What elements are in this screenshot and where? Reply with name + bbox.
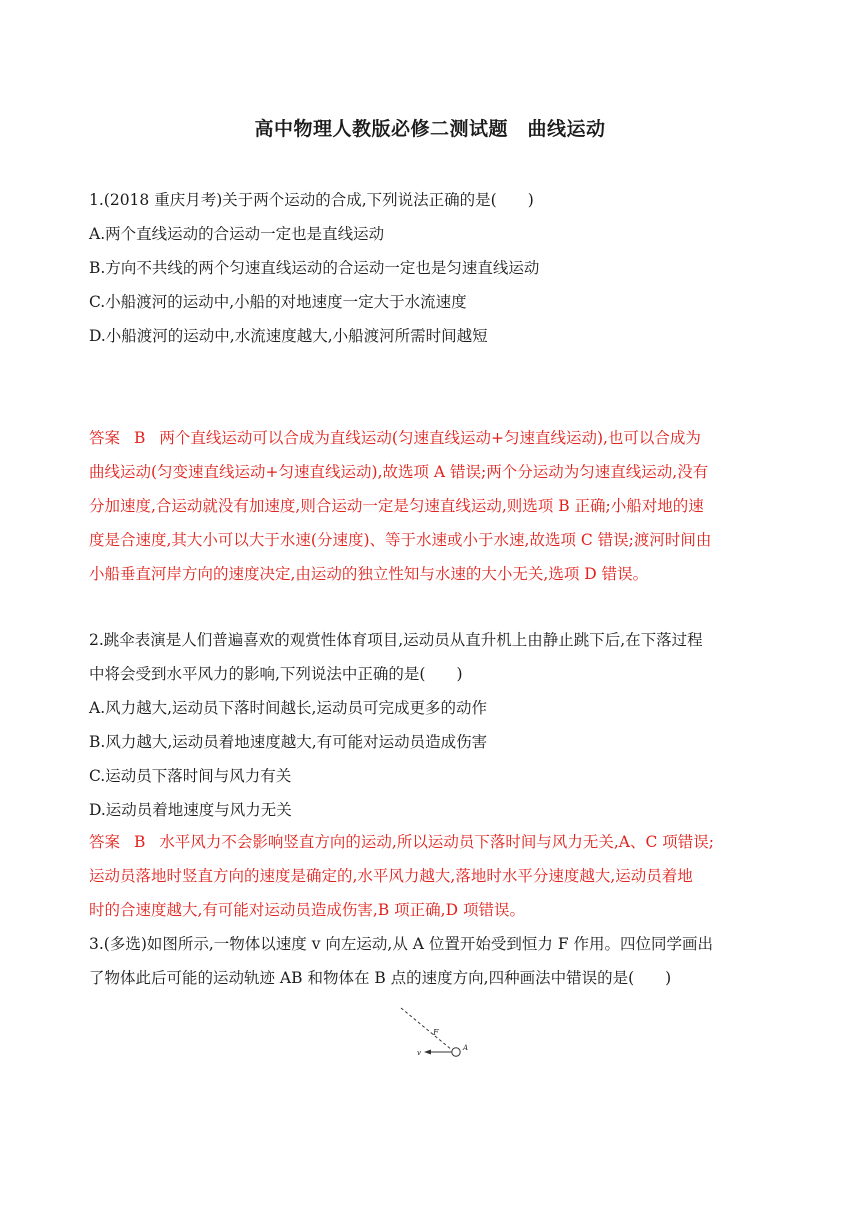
q2-answer-line-1 <box>89 832 779 852</box>
q1-stem: 1.(2018 重庆月考)关于两个运动的合成,下列说法正确的是( ) <box>89 191 534 209</box>
q2-option-b: B.风力越大,运动员着地速度越大,有可能对运动员造成伤害 <box>89 733 488 751</box>
q3-figure <box>400 1000 480 1070</box>
q1-answer-label: 答案 <box>89 429 121 447</box>
velocity-arrowhead <box>424 1050 431 1055</box>
q1-option-d: D.小船渡河的运动中,水流速度越大,小船渡河所需时间越短 <box>89 327 488 345</box>
q1-explanation: 小船垂直河岸方向的速度决定,由运动的独立性知与水速的大小无关,选项 D 错误。 <box>89 565 649 583</box>
q1-explanation: 度是合速度,其大小可以大于水速(分速度)、等于水速或小于水速,故选项 C 错误;渡河时间由 <box>89 531 712 549</box>
q3-stem: 3.(多选)如图所示,一物体以速度 v 向左运动,从 A 位置开始受到恒力 F 作用。四位同学画出 <box>89 935 714 953</box>
q2-option-a: A.风力越大,运动员下落时间越长,运动员可完成更多的动作 <box>89 699 487 717</box>
q2-option-d: D.运动员着地速度与风力无关 <box>89 801 292 819</box>
q1-explanation: 曲线运动(匀变速直线运动+匀速直线运动),故选项 A 错误;两个分运动为匀速直线运动,没有 <box>89 463 709 481</box>
velocity-label: v <box>417 1049 421 1057</box>
q1-option-c: C.小船渡河的运动中,小船的对地速度一定大于水流速度 <box>89 293 467 311</box>
page-title: 高中物理人教版必修二测试题 曲线运动 <box>254 118 606 140</box>
q2-option-c: C.运动员下落时间与风力有关 <box>89 767 292 785</box>
q1-answer-line-1 <box>89 428 779 448</box>
q2-answer-choice: B <box>134 833 146 851</box>
q1-explanation: 分加速度,合运动就没有加速度,则合运动一定是匀速直线运动,则选项 B 正确;小船对地的速 <box>89 497 704 515</box>
point-a-label: A <box>463 1044 469 1052</box>
q2-stem: 2.跳伞表演是人们普遍喜欢的观赏性体育项目,运动员从直升机上由静止跳下后,在下落过程 <box>89 631 703 649</box>
q2-explanation: 水平风力不会影响竖直方向的运动,所以运动员下落时间与风力无关,A、C 项错误; <box>159 833 714 851</box>
object-circle <box>452 1048 460 1056</box>
force-direction-line <box>401 1008 452 1050</box>
q2-explanation: 运动员落地时竖直方向的速度是确定的,水平风力越大,落地时水平分速度越大,运动员着地 <box>89 867 693 885</box>
q3-stem: 了物体此后可能的运动轨迹 AB 和物体在 B 点的速度方向,四种画法中错误的是( ) <box>89 969 672 987</box>
q2-stem: 中将会受到水平风力的影响,下列说法中正确的是( ) <box>89 665 463 683</box>
force-label: F <box>433 1028 439 1037</box>
q2-answer-label: 答案 <box>89 833 121 851</box>
q2-explanation: 时的合速度越大,有可能对运动员造成伤害,B 项正确,D 项错误。 <box>89 901 525 919</box>
q1-explanation: 两个直线运动可以合成为直线运动(匀速直线运动+匀速直线运动),也可以合成为 <box>159 429 701 447</box>
q1-answer-choice: B <box>134 429 146 447</box>
q1-option-b: B.方向不共线的两个匀速直线运动的合运动一定也是匀速直线运动 <box>89 259 540 277</box>
q1-option-a: A.两个直线运动的合运动一定也是直线运动 <box>89 225 385 243</box>
